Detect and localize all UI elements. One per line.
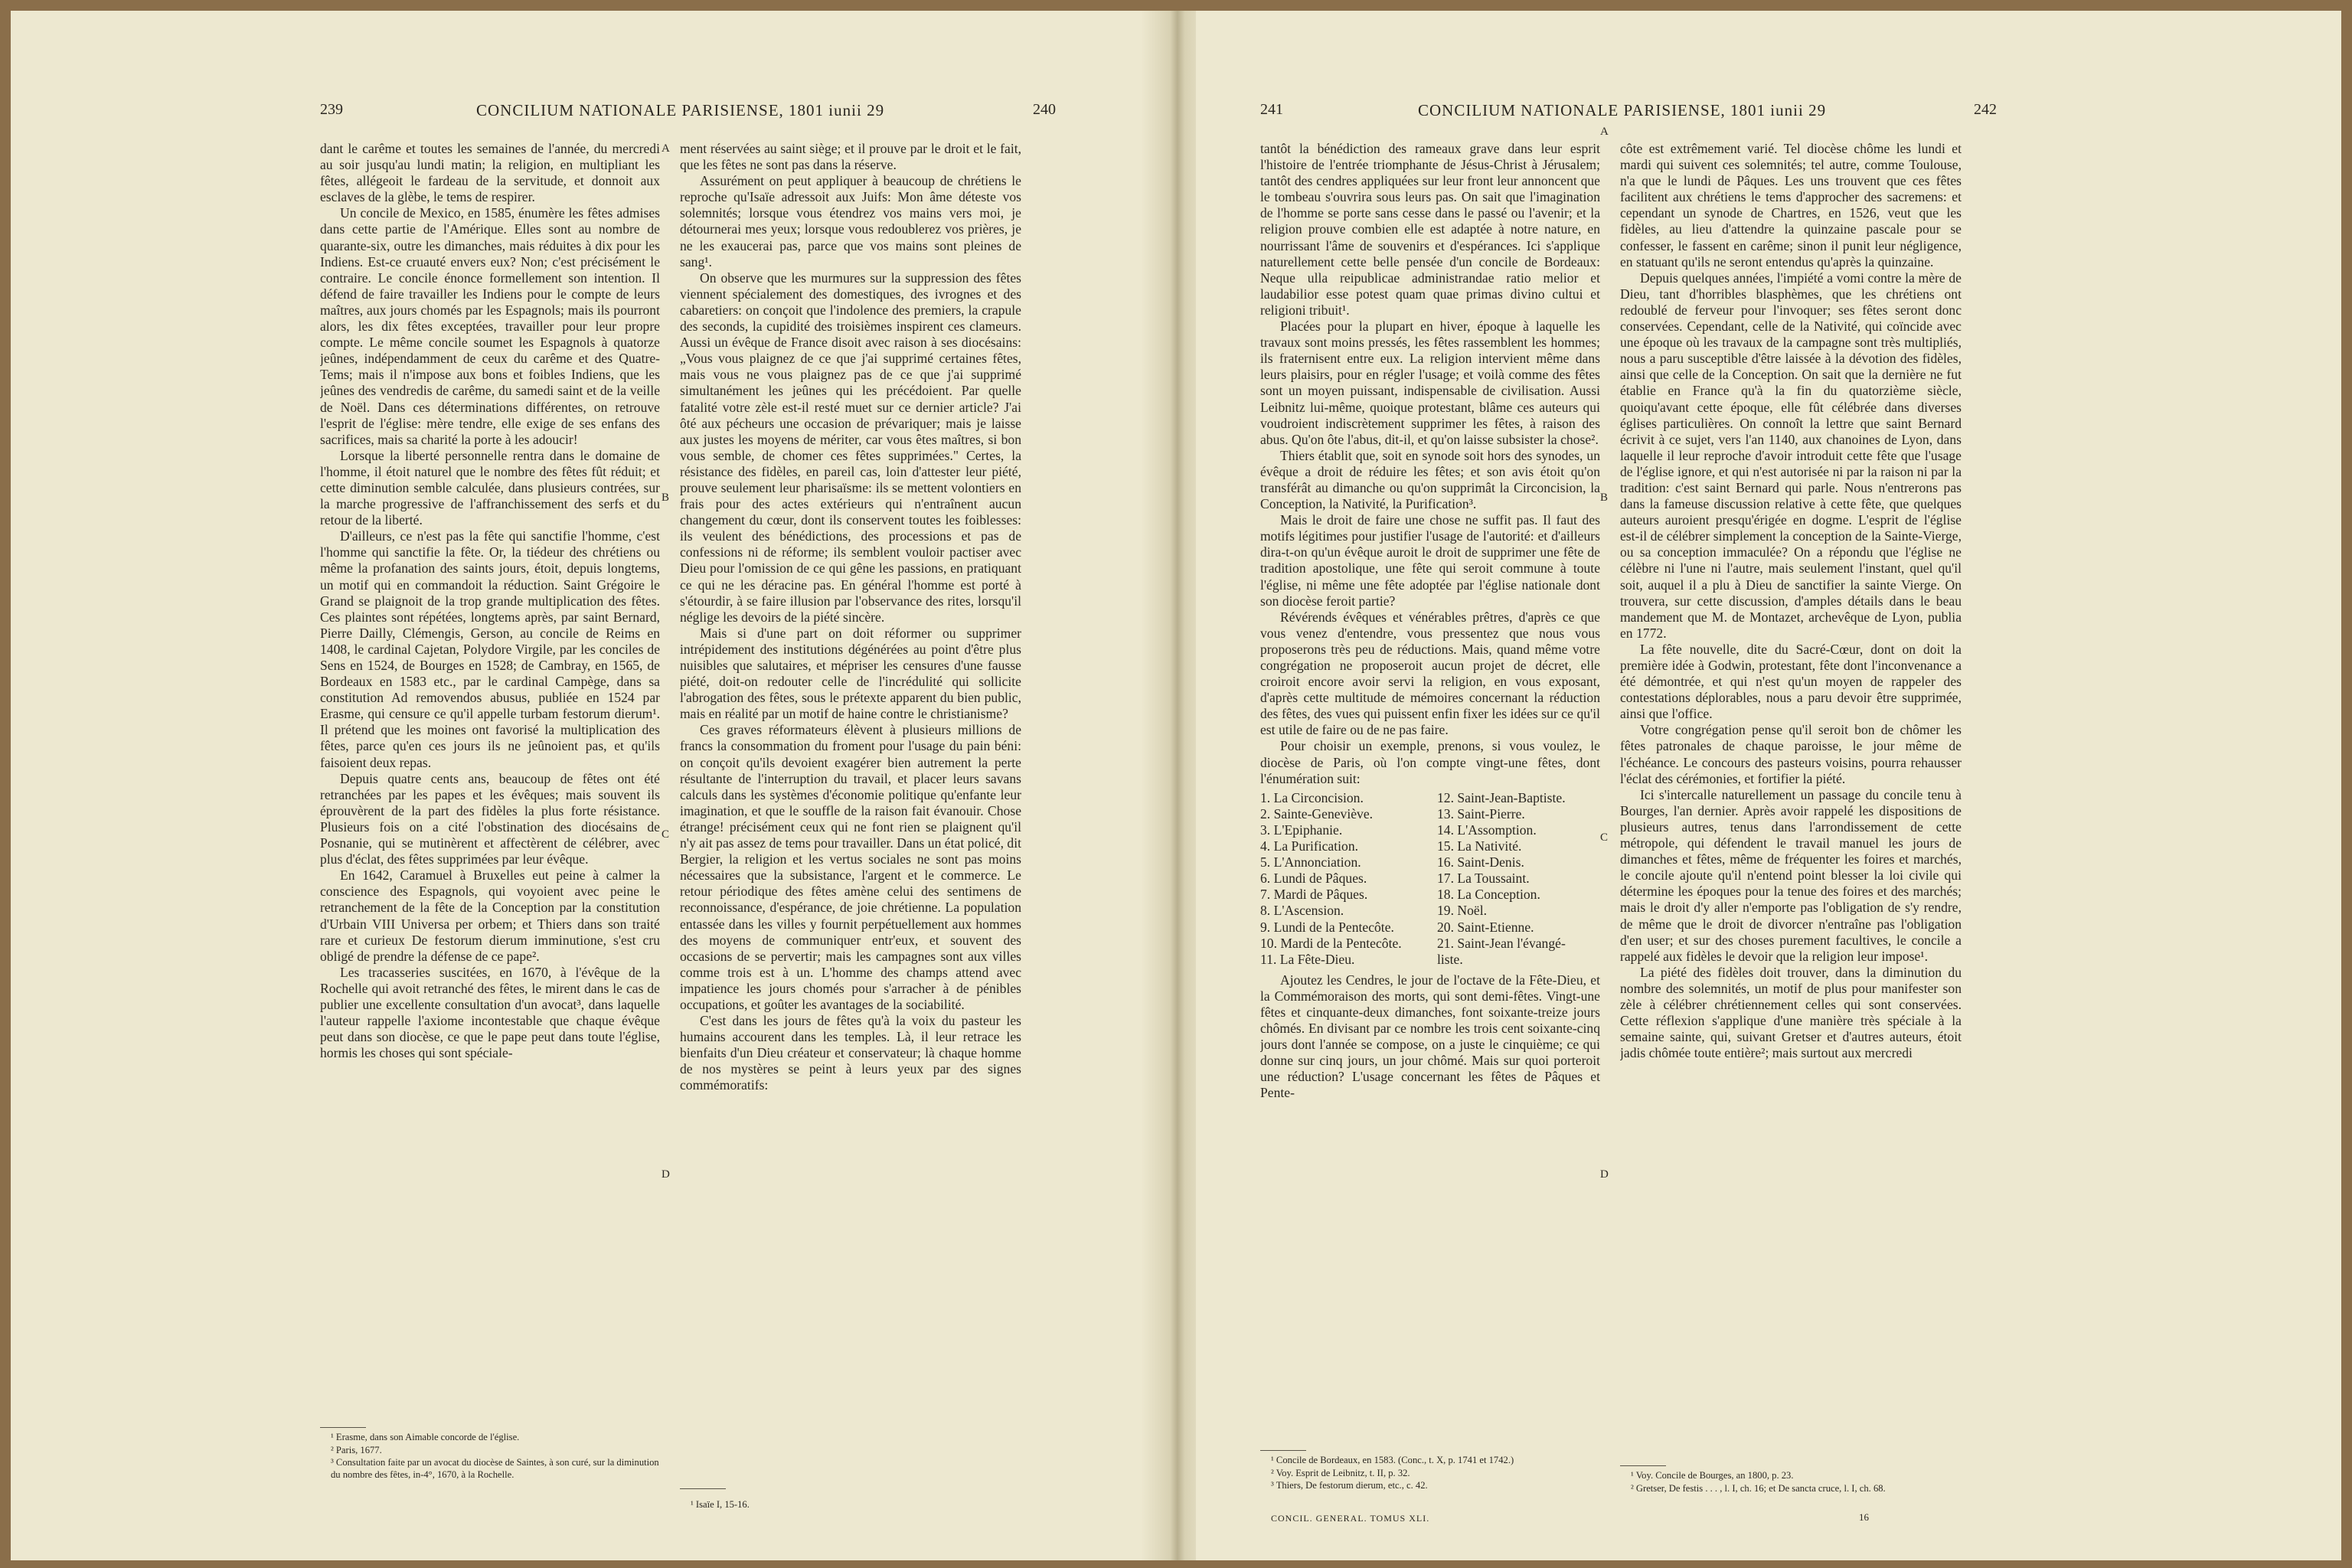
running-head: CONCILIUM NATIONALE PARISIENSE, 1801 iunii 29 [476, 101, 885, 119]
list-item: 4. La Purification. [1260, 838, 1359, 854]
list-item: 20. Saint-Etienne. [1437, 919, 1534, 935]
left-page [11, 11, 1156, 1560]
paragraph: Thiers établit que, soit en synode soit hors des synodes, un évêque a droit de réduire les fêtes; et son avis étoit qu'on transférât au dimanche ou qu'on supprimât la Circoncision, la Conception, la Nativité, la Purification³. [1260, 447, 1600, 512]
list-item: 19. Noël. [1437, 903, 1487, 919]
footnote: ¹ Concile de Bordeaux, en 1583. (Conc., t. X, p. 1741 et 1742.) [1271, 1455, 1514, 1465]
margin-marker: B [1600, 492, 1609, 504]
paragraph: Depuis quatre cents ans, beaucoup de fêtes ont été retranchées par les papes et les évêques; mais souvent ils éprouvèrent de la part des fidèles la plus forte résistance. Plusieurs fois on a cité l'obstination des diocésains de Posnanie, qui se mutinèrent et affectèrent de célébrer, avec plus d'éclat, des fêtes supprimées par leur évêque. [320, 770, 660, 867]
paragraph: La fête nouvelle, dite du Sacré-Cœur, dont on doit la première idée à Godwin, protestant, fête dont l'inconvenance a été démontrée, et qui n'est qu'un moyen de rappeler des contestations déplorables, nous a paru devoir être supprimée, ainsi que l'office. [1620, 641, 1962, 722]
footnote: ¹ Erasme, dans son Aimable concorde de l'église. [331, 1432, 520, 1442]
margin-marker: A [662, 142, 670, 155]
list-item: 18. La Conception. [1437, 887, 1540, 903]
paragraph: dant le carême et toutes les semaines de l'année, du mercredi au soir jusqu'au lundi matin; la religion, en multipliant les fêtes, allégeoit le fardeau de la servitude, et donnoit aux esclaves de la glèbe, le tems de respirer. [320, 141, 660, 205]
margin-marker: B [662, 492, 670, 504]
page-number: 241 [1260, 101, 1283, 118]
margin-marker: C [1600, 831, 1609, 844]
paragraph: D'ailleurs, ce n'est pas la fête qui sanctifie l'homme, c'est l'homme qui sanctifie la fête. Or, la tiédeur des chrétiens ou même la profanation des saints jours, étoit, depuis longtems, un motif qui en commandoit la réduction. Saint Grégoire le Grand se plaignoit de la trop grande multiplication des fêtes. Ces plaintes sont répétées, longtems après, par saint Bernard, Pierre Dailly, Clémengis, Gerson, au concile de Reims en 1408, le cardinal Cajetan, Polydore Virgile, par les conciles de Sens en 1524, de Bourges en 1528; de Cambray, en 1565, de Bordeaux en 1583 etc., par le cardinal Campège, dans sa constitution Ad removendos abusus, publiée en 1524 par Erasme, qui censure ce qu'il appelle turbam festorum dierum¹. Il prétend que les moines ont favorisé la multiplication des fêtes, parce qu'en ces jours ils ne jeûnoient pas, et qu'ils faisoient deux repas. [320, 528, 660, 770]
footnote: ³ Consultation faite par un avocat du diocèse de Saintes, à son curé, sur la diminution du nombre des fêtes, in-4°, 1670, à la Rochelle. [331, 1457, 659, 1480]
running-head: CONCILIUM NATIONALE PARISIENSE, 1801 iunii 29 [1418, 101, 1827, 119]
text-column-left [1260, 141, 1600, 1442]
list-item: 17. La Toussaint. [1437, 871, 1530, 887]
paragraph: côte est extrêmement varié. Tel diocèse chôme les lundi et mardi qui suivent ces solemnités; tel autre, comme Toulouse, n'a que le lundi de Pâques. Les uns trouvent que ces fêtes facilitent aux chrétiens le tems d'approcher des sacremens: et cependant un synode de Chartres, en 1526, veut que les fidèles, au lieu d'attendre la quinzaine pascale pour se confesser, le fassent en carême; sinon il punit leur négligence, en statuant qu'ils ne seront entendus qu'après la quinzaine. [1620, 141, 1962, 270]
paragraph: ment réservées au saint siège; et il prouve par le droit et le fait, que les fêtes ne sont pas dans la réserve. [680, 141, 1021, 173]
footnote-rule [1260, 1450, 1306, 1451]
margin-marker: D [662, 1168, 670, 1181]
paragraph: Ces graves réformateurs élèvent à plusieurs millions de francs la consommation du froment pour l'usage du pain béni: on conçoit qu'ils devoient exagérer bien autrement la perte résultante de l'interruption du travail, et placer leurs savans calculs dans les systèmes d'économie politique qu'enfante leur imagination, et que le souffle de la raison fait évanouir. Chose étrange! précisément ceux qui ne font rien se plaignent qu'il n'y ait pas assez de tems pour travailler. Dans un état policé, dit Bergier, la religion et les vertus sociales ne sont pas moins nécessaires que la subsistance, l'argent et le commerce. Le retour périodique des fêtes amène celui des sentimens de reconnoissance, d'espérance, de joie chrétienne. La population entassée dans les villes y fournit perpétuellement aux hommes des moyens de communiquer entr'eux, et souvent des occasions de se pervertir; mais les campagnes sont aux villes comme trois est à un. L'homme des champs attend avec impatience les jours chomés pour s'arracher à de pénibles occupations, et goûter les avantages de la sociabilité. [680, 722, 1021, 1012]
right-page [1196, 11, 2341, 1560]
list-item: 10. Mardi de la Pentecôte. [1260, 935, 1402, 951]
paragraph: Révérends évêques et vénérables prêtres, d'après ce que vous venez d'entendre, vous pressentez que nous vous proposerons très peu de réductions. Mais, quand même votre congrégation ne proposeroit aucun projet de décret, elle croiroit encore avoir servi la religion, en vous exposant, d'après cette multitude de mémoires concernant la réduction des fêtes, des vues qui puissent enfin fixer les idées sur ce qu'il est utile de faire ou de ne pas faire. [1260, 609, 1600, 738]
text-column-right [680, 141, 1021, 1473]
margin-marker: C [662, 828, 670, 841]
margin-marker: D [1600, 1168, 1609, 1181]
footnote-rule [680, 1488, 726, 1489]
list-item: 9. Lundi de la Pentecôte. [1260, 919, 1394, 935]
page-number: 242 [1974, 101, 1997, 118]
list-item: 21. Saint-Jean l'évangé- [1437, 935, 1566, 951]
paragraph: Pour choisir un exemple, prenons, si vous voulez, le diocèse de Paris, où l'on compte vingt-une fêtes, dont l'énumération suit: [1260, 738, 1600, 786]
list-item: 8. L'Ascension. [1260, 903, 1344, 919]
paragraph: La piété des fidèles doit trouver, dans la diminution du nombre des solemnités, un motif de plus pour manifester son zèle à célébrer chrétiennement celles qui sont conservées. Cette réflexion s'applique d'une manière très spéciale à la semaine sainte, qui, suivant Gretser et d'autres auteurs, étoit jadis chômée toute entière²; mais surtout aux mercredi [1620, 964, 1962, 1061]
list-item: 3. L'Epiphanie. [1260, 822, 1343, 838]
list-item: 2. Sainte-Geneviève. [1260, 805, 1374, 822]
paragraph: Mais si d'une part on doit réformer ou supprimer intrépidement des institutions dégénérées au point d'être plus nuisibles que salutaires, et mépriser les censures d'une fausse piété, doit-on redouter celle de l'incrédulité qui sollicite l'abrogation des fêtes, sous le prétexte apparent du bien public, mais en réalité par un motif de haine contre le christianisme? [680, 625, 1021, 722]
book-spread [11, 11, 2341, 1560]
feast-list [1260, 790, 1600, 968]
paragraph: En 1642, Caramuel à Bruxelles eut peine à calmer la conscience des Espagnols, qui voyoient avec peine le retranchement de la fête de la Conception par la constitution d'Urbain VIII Universa per orbem; et Thiers dans son traité rare et curieux De festorum dierum imminutione, s'est cru obligé de prendre la défense de ce pape². [320, 867, 660, 964]
paragraph: Ici s'intercalle naturellement un passage du concile tenu à Bourges, l'an dernier. Après avoir rappelé les dispositions de plusieurs autres, tenus dans l'arrondissement de cette métropole, qui défendent le travail manuel les jours de dimanches et fêtes, même de fréquenter les foires et marchés, le concile ajoute qu'il n'entend point blesser la loi civile qui détermine les époques pour la tenue des foires et des marchés; mais le droit d'y aller n'emporte pas l'obligation de s'y rendre, de même que le droit de divorcer n'entraîne pas l'obligation d'en user; et sur des choses purement facultives, le concile a rappelé aux fidèles le devoir que la religion leur impose¹. [1620, 786, 1962, 964]
signature-mark: CONCIL. GENERAL. TOMUS XLI. [1271, 1513, 1430, 1524]
footnotes-left [1260, 1455, 1600, 1493]
list-item: 1. La Circoncision. [1260, 789, 1364, 805]
footnotes-left [320, 1432, 660, 1481]
paragraph: tantôt la bénédiction des rameaux grave dans leur esprit l'histoire de l'entrée triomphante de Jésus-Christ à Jérusalem; tantôt des cendres appliquées sur leur front leur annoncent que le tombeau s'ouvrira sous leurs pas. On sait que l'imagination de l'homme se porte sans cesse dans le passé ou l'avenir; et la religion prouve combien elle est adaptée à notre nature, en nourrissant l'âme de souvenirs et d'espérances. Ici s'applique naturellement cette belle pensée d'un concile de Bordeaux: Neque ulla reipublicae administrandae ratio melior et laudabilior esse potest quam quae primas divino cultui et religioni tribuit¹. [1260, 141, 1600, 318]
paragraph: Placées pour la plupart en hiver, époque à laquelle les travaux sont moins pressés, les fêtes rassemblent les hommes; ils fraternisent entre eux. La religion intervient même dans leurs plaisirs, pour en régler l'usage; et voilà comme des fêtes sont un moyen puissant, indispensable de civilisation. Aussi Leibnitz lui-même, quoique protestant, blâme ces auteurs qui voudroient indiscrètement supprimer les fêtes, à raison des abus. Qu'on ôte l'abus, dit-il, et qu'on laisse subsister la chose². [1260, 318, 1600, 447]
list-item: 14. L'Assomption. [1437, 822, 1537, 838]
footnote: ² Paris, 1677. [331, 1444, 382, 1455]
paragraph: Assurément on peut appliquer à beaucoup de chrétiens le reproche qu'Isaïe adressoit aux Juifs: Mon âme déteste vos solemnités; lorsque vous étendrez vos mains vers moi, je détournerai mes yeux; lorsque vous redoublerez vos prières, je ne les exaucerai pas, parce que vos mains sont pleines de sang¹. [680, 173, 1021, 270]
paragraph: On observe que les murmures sur la suppression des fêtes viennent spécialement des domestiques, des ivrognes et des cabaretiers: on conçoit que l'indolence des premiers, la crapule des seconds, la cupidité des troisièmes inspirent ces clameurs. Aussi un évêque de France disoit avec raison à ses diocésains: „Vous vous plaignez de ce que j'ai supprimé certaines fêtes, mais vous ne vous plaignez pas de ce que j'ai supprimé simultanément les jeûnes qui les précédoient. Par quelle fatalité votre zèle est-il resté muet sur ce dernier article? J'ai ôté aux pécheurs une occasion de prévariquer; mais je laisse aux justes les moyens de mériter, car vous êtes maîtres, si bon vous semble, de chomer ces fêtes supprimées." Certes, la résistance des fidèles, en pareil cas, loin d'attester leur piété, prouve seulement leur pharisaïsme: ils se mettent volontiers en frais pour des actes extérieurs qui n'entraînent aucun changement du cœur, dont ils conservent toutes les foiblesses: ils veulent des bénédictions, des processions et pas de confessions ni de réforme; ils semblent vouloir pactiser avec Dieu pour l'omission de ce qui gêne les passions, en pratiquant ce qui ne les déracine pas. En général l'homme est porté à s'étourdir, à se faire illusion par l'observance des rites, lorsqu'il néglige les devoirs de la piété sincère. [680, 270, 1021, 625]
list-item: 6. Lundi de Pâques. [1260, 871, 1367, 887]
paragraph: Ajoutez les Cendres, le jour de l'octave de la Fête-Dieu, et la Commémoraison des morts, qui sont demi-fêtes. Vingt-une fêtes et cinquante-deux dimanches, font soixante-treize jours chômés. En divisant par ce nombre les trois cent soixante-cinq jours dont l'année se compose, on a juste le cinquième; ce qui donne sur cinq jours, un jour chômé. Mais sur quoi porteroit une réduction? L'usage concernant les fêtes de Pâques et Pente- [1260, 972, 1600, 1101]
paragraph: Lorsque la liberté personnelle rentra dans le domaine de l'homme, il étoit naturel que le nombre des fêtes fût réduit; et cette diminution semble calculée, dans plusieurs contrées, sur la marche progressive de l'affranchissement des serfs et du retour de la liberté. [320, 447, 660, 528]
paragraph: C'est dans les jours de fêtes qu'à la voix du pasteur les humains accourent dans les temples. Là, il leur retrace les bienfaits d'un Dieu créateur et conservateur; là chaque homme de nos mystères se peint à leurs yeux par des signes commémoratifs: [680, 1013, 1021, 1093]
footnote: ¹ Voy. Concile de Bourges, an 1800, p. 23. [1631, 1470, 1794, 1481]
footnote: ³ Thiers, De festorum dierum, etc., c. 42. [1271, 1480, 1428, 1491]
list-item: 12. Saint-Jean-Baptiste. [1437, 789, 1566, 805]
list-item: 7. Mardi de Pâques. [1260, 887, 1368, 903]
list-item: 15. La Nativité. [1437, 838, 1522, 854]
paragraph: Mais le droit de faire une chose ne suffit pas. Il faut des motifs légitimes pour justifier l'usage de l'autorité: et d'ailleurs dira-t-on qu'un évêque auroit le droit de supprimer une fête de tradition apostolique, une fête qui seroit commune à toute l'église, ni même une fête adoptée par l'église nationale dont son diocèse feroit partie? [1260, 512, 1600, 609]
footnote-rule [320, 1427, 366, 1428]
footnote-rule [1620, 1465, 1666, 1466]
footnote: ² Gretser, De festis . . . , l. I, ch. 16; et De sancta cruce, l. I, ch. 68. [1631, 1482, 1886, 1494]
footnotes-right [1620, 1470, 1962, 1495]
margin-marker: A [1600, 126, 1609, 138]
folio-number: 16 [1859, 1511, 1869, 1523]
paragraph: Les tracasseries suscitées, en 1670, à l'évêque de la Rochelle qui avoit retranché des fêtes, le mirent dans le cas de publier une excellente consultation d'un avocat³, dans laquelle l'auteur rappelle l'axiome incontestable que chaque évêque peut dans son diocèse, ce que le pape peut dans toute l'église, hormis les choses qui sont spéciale- [320, 964, 660, 1061]
text-column-right [1620, 141, 1962, 1473]
footnote: ¹ Isaïe I, 15-16. [691, 1499, 750, 1510]
footnotes-right [680, 1499, 1021, 1512]
footnote: ² Voy. Esprit de Leibnitz, t. II, p. 32. [1271, 1467, 1410, 1478]
paragraph: Un concile de Mexico, en 1585, énumère les fêtes admises dans cette partie de l'Amérique. Elles sont au nombre de quarante-six, outre les dimanches, mais réduites à dix pour les Indiens. Est-ce cruauté envers eux? Non; c'est précisément le contraire. Le concile énonce formellement son intention. Il défend de faire travailler les Indiens pour le compte de leurs maîtres, aux jours chomés par les Espagnols; mais ils pourront alors, les dix fêtes exceptées, travailler pour leur propre compte. Le même concile soumet les Espagnols à quatorze jeûnes, indépendamment de ceux du carême et des Quatre-Tems; mais il n'impose aux bons et foibles Indiens, que les jeûnes des vendredis de carême, du samedi saint et de la veille de Noël. Dans ces déterminations différentes, on retrouve l'esprit de l'église: mère tendre, elle exige de ses enfans des sacrifices, mais sa charité la porte à les adoucir! [320, 205, 660, 447]
list-item: liste. [1437, 951, 1463, 967]
paragraph: Depuis quelques années, l'impiété a vomi contre la mère de Dieu, tant d'horribles blasphèmes, que les chrétiens ont redoublé de ferveur pour l'invoquer; ses fêtes seront donc conservées. Cependant, celle de la Nativité, qui coïncide avec une époque où les travaux de la campagne sont très multipliés, nous a paru susceptible d'être laissée à la dévotion des fidèles, ainsi que celle de la Conception. On sait que la dernière ne fut établie en France qu'à la fin du quatorzième siècle, quoiqu'avant cette époque, elle fût célébrée dans diverses églises particulières. On connoît la lettre que saint Bernard écrivit à ce sujet, vers l'an 1140, aux chanoines de Lyon, dans laquelle il leur reproche d'avoir introduit cette fête que l'usage de l'église ignore, et qui n'est autorisée ni par la raison ni par la tradition: c'est saint Bernard qui parle. Nous n'entrerons pas dans la fameuse discussion relative à cette fête, que quelques auteurs auroient presqu'érigée en dogme. L'esprit de l'église est-il de célébrer simplement la conception de la Sainte-Vierge, ou sa conception immaculée? On a répondu que l'église ne célèbre ni l'une ni l'autre, mais seulement l'instant, quel qu'il soit, auquel il a plu à Dieu de sanctifier la sainte Vierge. On trouvera, sur cette discussion, d'amples détails dans le beau mandement que M. de Montazet, archevêque de Lyon, publia en 1772. [1620, 270, 1962, 641]
page-number: 239 [320, 101, 343, 118]
list-item: 5. L'Annonciation. [1260, 854, 1361, 871]
list-item: 16. Saint-Denis. [1437, 854, 1524, 871]
paragraph: Votre congrégation pense qu'il seroit bon de chômer les fêtes patronales de chaque paroisse, le jour même de l'échéance. Le concours des pasteurs voisins, pourra rehausser l'éclat des cérémonies, et fortifier la piété. [1620, 722, 1962, 786]
list-item: 11. La Fête-Dieu. [1260, 951, 1355, 967]
page-number: 240 [1033, 101, 1056, 118]
list-item: 13. Saint-Pierre. [1437, 805, 1525, 822]
text-column-left [320, 141, 660, 1419]
